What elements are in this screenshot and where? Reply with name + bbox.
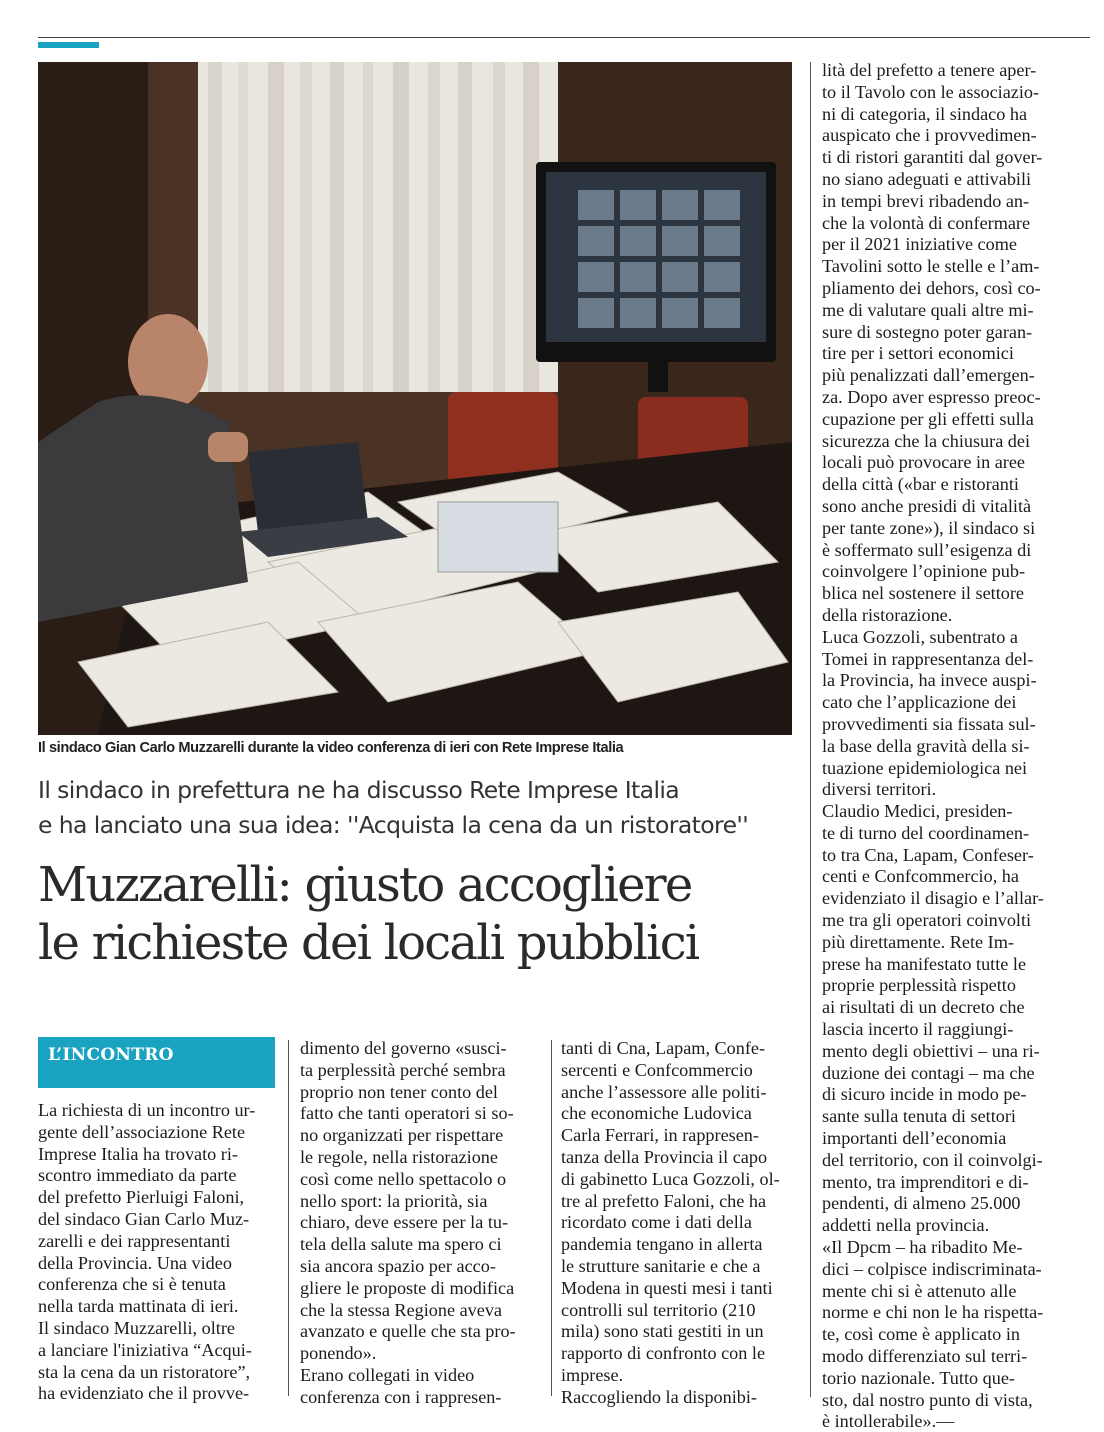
section-accent-bar — [38, 42, 99, 48]
text-line: fatto che tanti operatori si so- — [300, 1103, 514, 1124]
text-line: pandemia tengano in allerta — [561, 1234, 763, 1255]
text-line: addetti nella provincia. — [822, 1215, 990, 1236]
text-line: a lanciare l'iniziativa “Acqui- — [38, 1339, 252, 1360]
text-line: così come nello spettacolo o — [300, 1168, 507, 1189]
text-line: che la volontà di confermare — [822, 212, 1031, 233]
text-line: che la stessa Regione aveva — [300, 1299, 502, 1320]
text-line: locali può provocare in aree — [822, 452, 1025, 473]
text-line: pliamento dei dehors, così co- — [822, 277, 1041, 298]
text-line: lascia incerto il raggiungi- — [822, 1019, 1014, 1040]
text-line: le regole, nella ristorazione — [300, 1146, 498, 1167]
text-line: nella tarda mattinata di ieri. — [38, 1296, 239, 1317]
text-line: centi e Confcommercio, ha — [822, 866, 1019, 887]
article-column-3 — [561, 1038, 801, 1409]
text-line: le strutture sanitarie e che a — [561, 1255, 761, 1276]
text-line: sia ancora spazio per acco- — [300, 1255, 496, 1276]
text-line: di sicuro incide in modo pe- — [822, 1084, 1027, 1105]
text-line: tire per i settori economici — [822, 343, 1014, 364]
column-divider — [288, 1040, 289, 1396]
text-line: è soffermato sull’esigenza di — [822, 539, 1032, 560]
text-line: sono anche presidi di vitalità — [822, 495, 1032, 516]
photo-illustration — [38, 62, 792, 735]
text-line: to il Tavolo con le associazio- — [822, 81, 1040, 102]
text-line: sicurezza che la chiusura dei — [822, 430, 1031, 451]
text-line: ponendo». — [300, 1343, 377, 1364]
text-line: duzione dei contagi – ma che — [822, 1062, 1035, 1083]
photo-caption: Il sindaco Gian Carlo Muzzarelli durante la video conferenza di ieri con Rete Imprese Italia — [38, 740, 624, 756]
text-line: ta perplessità perché sembra — [300, 1059, 506, 1080]
text-line: che economiche Ludovica — [561, 1103, 752, 1124]
text-line: di gabinetto Luca Gozzoli, ol- — [561, 1168, 780, 1189]
text-line: Carla Ferrari, in rappresen- — [561, 1125, 759, 1146]
article-column-4 — [822, 60, 1062, 1432]
text-line: della città («bar e ristoranti — [822, 474, 1019, 495]
text-line: conferenza con i rappresen- — [300, 1386, 502, 1407]
text-line: gente dell’associazione Rete — [38, 1121, 246, 1142]
text-line: sercenti e Confcommercio — [561, 1059, 753, 1080]
text-line: no siano adeguati e attivabili — [822, 168, 1032, 189]
headline-line: Muzzarelli: giusto accogliere — [38, 857, 692, 913]
column-divider — [810, 62, 811, 1397]
text-line: prese ha manifestato tutte le — [822, 953, 1027, 974]
text-line: conferenza che si è tenuta — [38, 1274, 226, 1295]
section-label: L’INCONTRO — [38, 1037, 275, 1088]
text-line: anche l’assessore alle politi- — [561, 1081, 767, 1102]
text-line: imprese. — [561, 1364, 624, 1385]
text-line: chiaro, deve essere per la tu- — [300, 1212, 509, 1233]
text-line: ai risultati di un decreto che — [822, 997, 1025, 1018]
text-line: ricordato come i dati della — [561, 1212, 752, 1233]
text-line: tanza della Provincia il capo — [561, 1146, 768, 1167]
text-line: provvedimenti sia fissata sul- — [822, 713, 1036, 734]
text-line: tanti di Cna, Lapam, Confe- — [561, 1038, 766, 1058]
subtitle-line: e ha lanciato una sua idea: ''Acquista la cena da un ristoratore'' — [38, 811, 749, 839]
text-line: Claudio Medici, presiden- — [822, 801, 1013, 822]
text-line: «Il Dpcm – ha ribadito Me- — [822, 1237, 1023, 1258]
text-line: in tempi brevi ribadendo an- — [822, 190, 1030, 211]
text-line: no organizzati per rispettare — [300, 1125, 504, 1146]
text-line: della ristorazione. — [822, 604, 953, 625]
text-line: mento degli obiettivi – una ri- — [822, 1040, 1040, 1061]
text-line: è intollerabile».— — [822, 1411, 955, 1432]
article-column-2 — [300, 1038, 542, 1409]
text-line: te di turno del coordinamen- — [822, 822, 1030, 843]
text-line: me di valutare quali altre mi- — [822, 299, 1034, 320]
text-line: sante sulla tenuta di settori — [822, 1106, 1016, 1127]
article-headline — [38, 856, 798, 972]
text-line: ti di ristori garantiti dal gover- — [822, 147, 1043, 168]
text-line: za. Dopo aver espresso preoc- — [822, 386, 1041, 407]
text-line: controlli sul territorio (210 — [561, 1299, 756, 1320]
text-line: auspicato che i provvedimen- — [822, 125, 1037, 146]
text-line: cupazione per gli effetti sulla — [822, 408, 1034, 429]
text-line: del prefetto Pierluigi Faloni, — [38, 1187, 245, 1208]
text-line: diversi territori. — [822, 779, 937, 800]
text-line: blica nel sostenere il settore — [822, 583, 1025, 604]
text-line: me tra gli operatori coinvolti — [822, 910, 1032, 931]
text-line: scontro immediato da parte — [38, 1165, 237, 1186]
column-divider — [551, 1040, 552, 1396]
article-photo — [38, 62, 792, 735]
text-line: torio nazionale. Tutto que- — [822, 1367, 1015, 1388]
text-line: ni di categoria, il sindaco ha — [822, 103, 1028, 124]
text-line: dici – colpisce indiscriminata- — [822, 1258, 1042, 1279]
text-line: tela della salute ma spero ci — [300, 1234, 502, 1255]
text-line: to tra Cna, Lapam, Confeser- — [822, 844, 1034, 865]
text-line: cato che l’applicazione dei — [822, 692, 1017, 713]
text-line: Raccogliendo la disponibi- — [561, 1386, 757, 1407]
text-line: tre al prefetto Faloni, che ha — [561, 1190, 767, 1211]
article-column-1 — [38, 1100, 278, 1405]
text-line: importanti dell’economia — [822, 1128, 1007, 1149]
text-line: per tante zone»), il sindaco si — [822, 517, 1036, 538]
text-line: mila) sono stati gestiti in un — [561, 1321, 764, 1342]
text-line: coinvolgere l’opinione pub- — [822, 561, 1026, 582]
article-subtitle — [38, 773, 798, 843]
text-line: Modena in questi mesi i tanti — [561, 1277, 773, 1298]
subtitle-line: Il sindaco in prefettura ne ha discusso Rete Imprese Italia — [38, 776, 680, 804]
text-line: della Provincia. Una video — [38, 1252, 232, 1273]
text-line: La richiesta di un incontro ur- — [38, 1100, 256, 1120]
top-rule — [38, 37, 1090, 38]
text-line: sure di sostegno poter garan- — [822, 321, 1033, 342]
text-line: del sindaco Gian Carlo Muz- — [38, 1208, 250, 1229]
text-line: sta la cena da un ristoratore”, — [38, 1361, 251, 1382]
text-line: dimento del governo «susci- — [300, 1038, 507, 1058]
text-line: gliere le proposte di modifica — [300, 1277, 515, 1298]
text-line: Il sindaco Muzzarelli, oltre — [38, 1317, 235, 1338]
text-line: più penalizzati dall’emergen- — [822, 365, 1035, 386]
text-line: mente chi si è attenuto alle — [822, 1280, 1017, 1301]
text-line: rapporto di confronto con le — [561, 1343, 766, 1364]
text-line: Imprese Italia ha trovato ri- — [38, 1143, 238, 1164]
text-line: norme e chi non le ha rispetta- — [822, 1302, 1044, 1323]
text-line: modo differenziato sul terri- — [822, 1346, 1028, 1367]
text-line: più direttamente. Rete Im- — [822, 931, 1014, 952]
text-line: ha evidenziato che il provve- — [38, 1383, 250, 1404]
text-line: per il 2021 iniziative come — [822, 234, 1017, 255]
text-line: proprio non tener conto del — [300, 1081, 498, 1102]
text-line: te, così come è applicato in — [822, 1324, 1020, 1345]
text-line: mento, tra imprenditori e di- — [822, 1171, 1029, 1192]
text-line: lità del prefetto a tenere aper- — [822, 60, 1037, 80]
text-line: del territorio, con il coinvolgi- — [822, 1149, 1043, 1170]
text-line: pendenti, di almeno 25.000 — [822, 1193, 1021, 1214]
text-line: Tomei in rappresentanza del- — [822, 648, 1034, 669]
text-line: Tavolini sotto le stelle e l’am- — [822, 256, 1040, 277]
text-line: proprie perplessità rispetto — [822, 975, 1016, 996]
text-line: evidenziato il disagio e l’allar- — [822, 888, 1044, 909]
text-line: sto, dal nostro punto di vista, — [822, 1389, 1033, 1410]
text-line: Erano collegati in video — [300, 1364, 475, 1385]
text-line: la Provincia, ha invece auspi- — [822, 670, 1037, 691]
text-line: tuazione epidemiologica nei — [822, 757, 1028, 778]
text-line: zarelli e dei rappresentanti — [38, 1230, 231, 1251]
text-line: avanzato e quelle che sta pro- — [300, 1321, 516, 1342]
text-line: Luca Gozzoli, subentrato a — [822, 626, 1018, 647]
text-line: la base della gravità della si- — [822, 735, 1030, 756]
headline-line: le richieste dei locali pubblici — [38, 915, 699, 971]
text-line: nello sport: la priorità, sia — [300, 1190, 488, 1211]
